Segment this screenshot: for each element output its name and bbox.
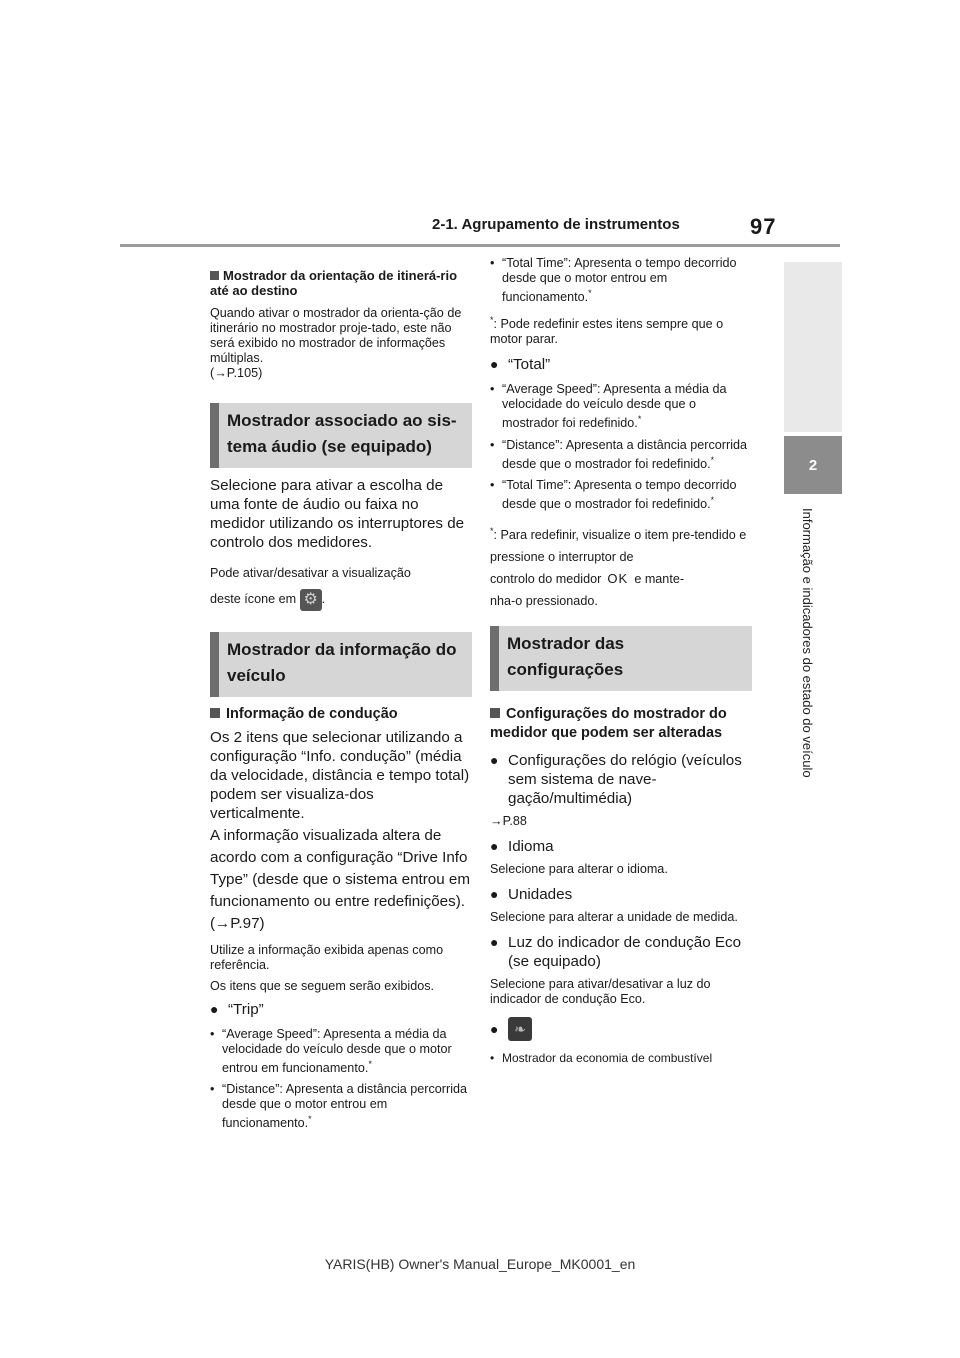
list-item: • “Total Time”: Apresenta o tempo decorrido desde que o motor entrou em funcionamento.* — [490, 256, 737, 305]
clock-reference: →P.88 — [490, 814, 527, 829]
eco-leaf-icon: ❧ — [508, 1017, 532, 1041]
route-guidance-text: Quando ativar o mostrador da orienta-ção de itinerário no mostrador proje-tado, este não será exibido no mostrador de informações múltiplas. (→P.105) — [210, 306, 462, 380]
subsection-settings: Configurações do mostrador do medidor que podem ser alteradas — [490, 706, 727, 742]
bullet-dot-icon: ● — [490, 886, 499, 903]
footnote: *: Pode redefinir estes itens sempre que o motor parar. — [490, 315, 724, 347]
footnote-reset: *: Para redefinir, visualize o item pre-tendido e pressione o interruptor de controlo do medidor OK e mante- nha-o pressionado. — [490, 525, 747, 609]
page-reference: (→P.105) — [210, 366, 263, 380]
bullet-dot-icon: ● — [210, 1001, 219, 1017]
ok-button-icon: OK — [607, 571, 629, 587]
subsection-driving-info: Informação de condução — [210, 705, 472, 724]
section-heading-settings: Mostrador das configurações — [490, 626, 752, 691]
footer-manual-id: YARIS(HB) Owner's Manual_Europe_MK0001_en — [324, 1256, 636, 1272]
language-text: Selecione para alterar o idioma. — [490, 862, 668, 877]
driving-info-body: Os 2 itens que selecionar utilizando a configuração “Info. condução” (média da velocidade, distância e tempo total) podem ser visualiza-dos verticalmente. — [210, 729, 470, 822]
eco-leaf-item — [490, 1017, 752, 1041]
trip-label: ● “Trip” — [210, 1001, 264, 1018]
list-item: • “Average Speed”: Apresenta a média da velocidade do veículo desde que o mostrador foi redefinido.* — [490, 382, 727, 431]
list-item: • “Distance”: Apresenta a distância percorrida desde que o motor entrou em funcionamento.* — [210, 1082, 467, 1131]
note-reference-only: Utilize a informação exibida apenas como referência. — [210, 943, 444, 972]
list-item: • “Average Speed”: Apresenta a média da velocidade do veículo desde que o motor entrou em funcionamento.* — [210, 1027, 452, 1076]
units-text: Selecione para alterar a unidade de medida. — [490, 910, 738, 925]
section-heading-vehicle-info: Mostrador da informação do veículo — [210, 632, 472, 697]
subsection-route-guidance: Mostrador da orientação de itinerá-rio até ao destino — [210, 268, 458, 298]
list-item: • Mostrador da economia de combustível — [490, 1051, 713, 1066]
units-label: ● Unidades — [490, 886, 573, 904]
language-label: ● Idioma — [490, 838, 554, 856]
page-number: 97 — [750, 214, 777, 239]
note-items-displayed: Os itens que se seguem serão exibidos. — [210, 979, 435, 993]
bullet-dot-icon: ● — [490, 838, 499, 855]
running-header-title: 2-1. Agrupamento de instrumentos — [432, 216, 680, 233]
clock-settings-label: ● Configurações do relógio (veículos sem sistema de nave-gação/multimédia) — [490, 752, 742, 808]
left-column — [210, 262, 472, 1131]
list-item: • “Distance”: Apresenta a distância percorrida desde que o mostrador foi redefinido.* — [490, 437, 747, 471]
square-bullet-icon — [210, 271, 219, 280]
chapter-number: 2 — [808, 456, 818, 474]
section-heading-audio: Mostrador associado ao sis-tema áudio (se equipado) — [210, 403, 472, 468]
audio-note: Pode ativar/desativar a visualização deste ícone em ⚙ . — [210, 560, 472, 612]
audio-body-text: Selecione para ativar a escolha de uma fonte de áudio ou faixa no medidor utilizando os interruptores de controlo dos medidores. — [210, 477, 465, 551]
chapter-title: Informação e indicadores do estado do veículo — [800, 508, 815, 778]
total-list — [490, 382, 752, 512]
chapter-tab — [784, 436, 842, 494]
bullet-dot-icon: ● — [490, 934, 499, 951]
total-label: ● “Total” — [490, 356, 551, 374]
gear-settings-icon: ⚙ — [300, 589, 322, 611]
header-rule — [120, 244, 840, 247]
bullet-dot-icon: ● — [490, 752, 499, 769]
right-column — [490, 256, 752, 1065]
list-item: • “Total Time”: Apresenta o tempo decorrido desde que o mostrador foi redefinido.* — [490, 477, 737, 511]
trip-list — [210, 1027, 472, 1131]
bullet-dot-icon: ● — [490, 356, 499, 373]
square-bullet-icon — [490, 708, 500, 718]
square-bullet-icon — [210, 708, 220, 718]
bullet-dot-icon: ● — [490, 1021, 499, 1038]
driving-info-body-2: A informação visualizada altera de acordo com a configuração “Drive Info Type” (desde que o sistema entrou em funcionamento ou entre redefinições). (→P.97) — [210, 827, 471, 932]
side-tab-strip — [784, 262, 842, 432]
eco-indicator-text: Selecione para ativar/desativar a luz do indicador de condução Eco. — [490, 977, 711, 1007]
eco-indicator-label: ● Luz do indicador de condução Eco (se equipado) — [490, 934, 742, 971]
